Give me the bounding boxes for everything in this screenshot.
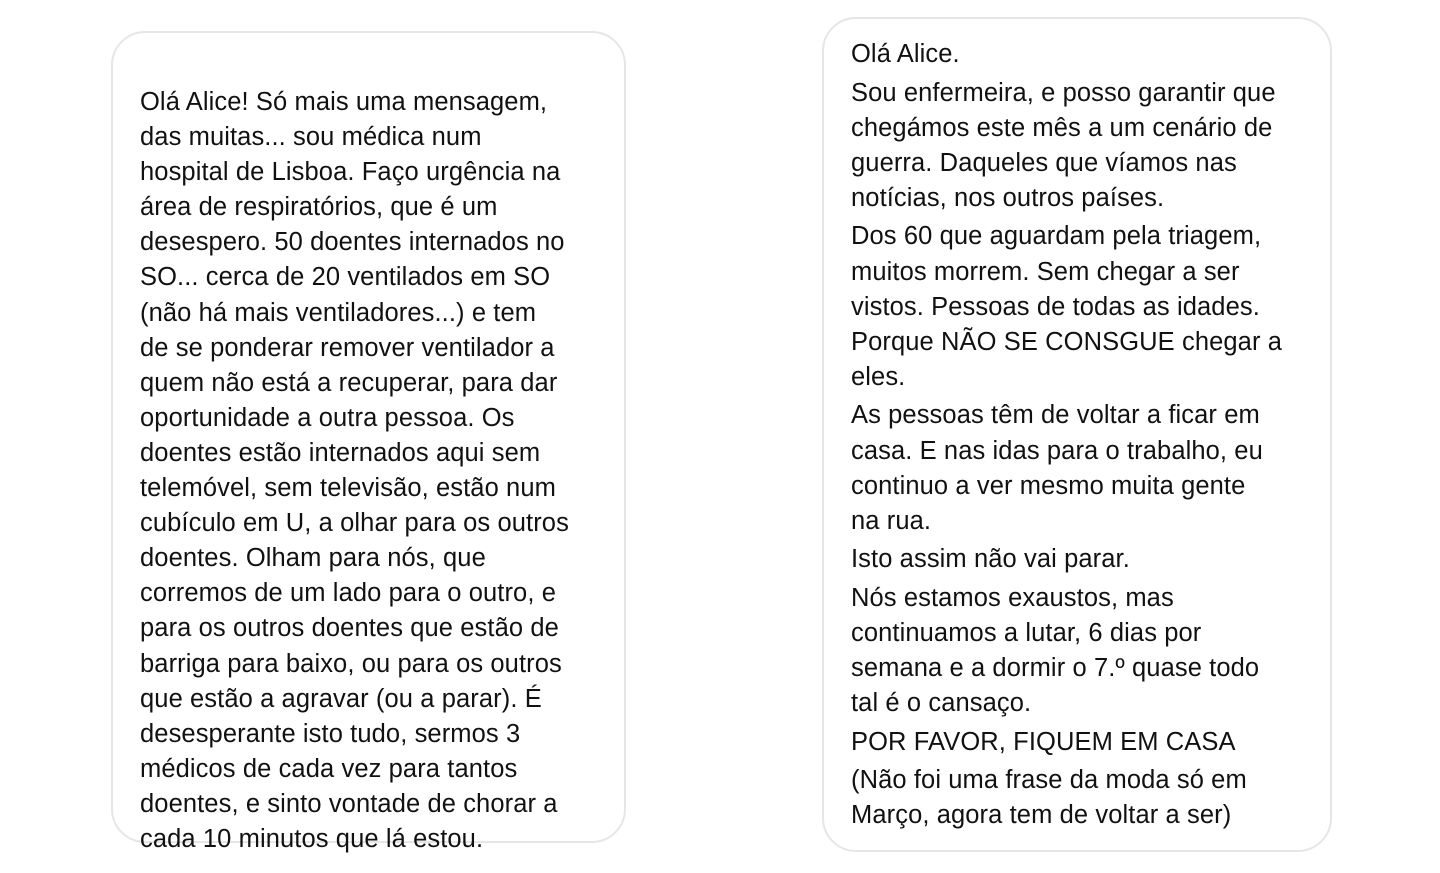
- message-paragraph: [851, 542, 1316, 577]
- message-line: doentes, e sinto vontade de chorar a: [140, 789, 558, 818]
- message-line: tal é o cansaço.: [851, 689, 1032, 718]
- message-line: vistos. Pessoas de todas as idades.: [851, 292, 1260, 321]
- message-bubble-left[interactable]: [111, 31, 626, 853]
- message-line: para os outros doentes que estão de: [140, 614, 559, 643]
- message-line: casa. E nas idas para o trabalho, eu: [851, 436, 1263, 465]
- message-line: que estão a agravar (ou a parar). É: [140, 684, 542, 713]
- message-line: POR FAVOR, FIQUEM EM CASA: [851, 727, 1236, 756]
- message-line: doentes. Olham para nós, que: [140, 544, 486, 573]
- message-line: eles.: [851, 362, 906, 391]
- message-paragraph: [851, 763, 1316, 833]
- message-line: Nós estamos exaustos, mas: [851, 583, 1174, 612]
- message-paragraph: [851, 219, 1316, 394]
- message-line: área de respiratórios, que é um: [140, 193, 498, 222]
- message-line: muitos morrem. Sem chegar a ser: [851, 257, 1240, 286]
- message-paragraph: [851, 581, 1316, 721]
- message-line: hospital de Lisboa. Faço urgência na: [140, 158, 561, 187]
- message-line: guerra. Daqueles que víamos nas: [851, 148, 1237, 177]
- message-line: As pessoas têm de voltar a ficar em: [851, 401, 1260, 430]
- message-paragraph: [851, 398, 1316, 538]
- message-line: Olá Alice! Só mais uma mensagem,: [140, 88, 548, 116]
- message-line: médicos de cada vez para tantos: [140, 754, 518, 783]
- message-line: oportunidade a outra pessoa. Os: [140, 403, 515, 432]
- message-line: Sou enfermeira, e posso garantir que: [851, 78, 1276, 107]
- message-paragraph: [851, 76, 1316, 216]
- message-line: Olá Alice.: [851, 40, 960, 68]
- message-line: semana e a dormir o 7.º quase todo: [851, 654, 1260, 683]
- message-line: desespero. 50 doentes internados no: [140, 228, 565, 257]
- message-line: SO... cerca de 20 ventilados em SO: [140, 263, 551, 292]
- message-line: Porque NÃO SE CONSGUE chegar a: [851, 327, 1283, 356]
- message-line: Isto assim não vai parar.: [851, 545, 1130, 574]
- message-line: Março, agora tem de voltar a ser): [851, 801, 1232, 830]
- message-line: barriga para baixo, ou para os outros: [140, 649, 562, 678]
- message-line: desesperante isto tudo, sermos 3: [140, 719, 521, 748]
- message-line: chegámos este mês a um cenário de: [851, 113, 1273, 142]
- message-bubble-right[interactable]: [822, 17, 1332, 852]
- message-line: continuo a ver mesmo muita gente: [851, 471, 1246, 500]
- message-paragraph: [851, 37, 1316, 72]
- message-line: quem não está a recuperar, para dar: [140, 368, 558, 397]
- message-line: (Não foi uma frase da moda só em: [851, 766, 1247, 795]
- message-line: corremos de um lado para o outro, e: [140, 579, 556, 608]
- message-paragraph: [851, 725, 1316, 760]
- message-line: cubículo em U, a olhar para os outros: [140, 509, 569, 538]
- message-line: notícias, nos outros países.: [851, 183, 1165, 212]
- message-line: das muitas... sou médica num: [140, 123, 482, 152]
- message-line: Dos 60 que aguardam pela triagem,: [851, 222, 1262, 251]
- message-line: na rua.: [851, 506, 932, 535]
- message-line: de se ponderar remover ventilador a: [140, 333, 555, 362]
- message-line: telemóvel, sem televisão, estão num: [140, 474, 556, 503]
- message-line: doentes estão internados aqui sem: [140, 438, 541, 467]
- message-line: continuamos a lutar, 6 dias por: [851, 619, 1202, 647]
- message-line: cada 10 minutos que lá estou.: [140, 824, 484, 853]
- message-line: (não há mais ventiladores...) e tem: [140, 298, 537, 327]
